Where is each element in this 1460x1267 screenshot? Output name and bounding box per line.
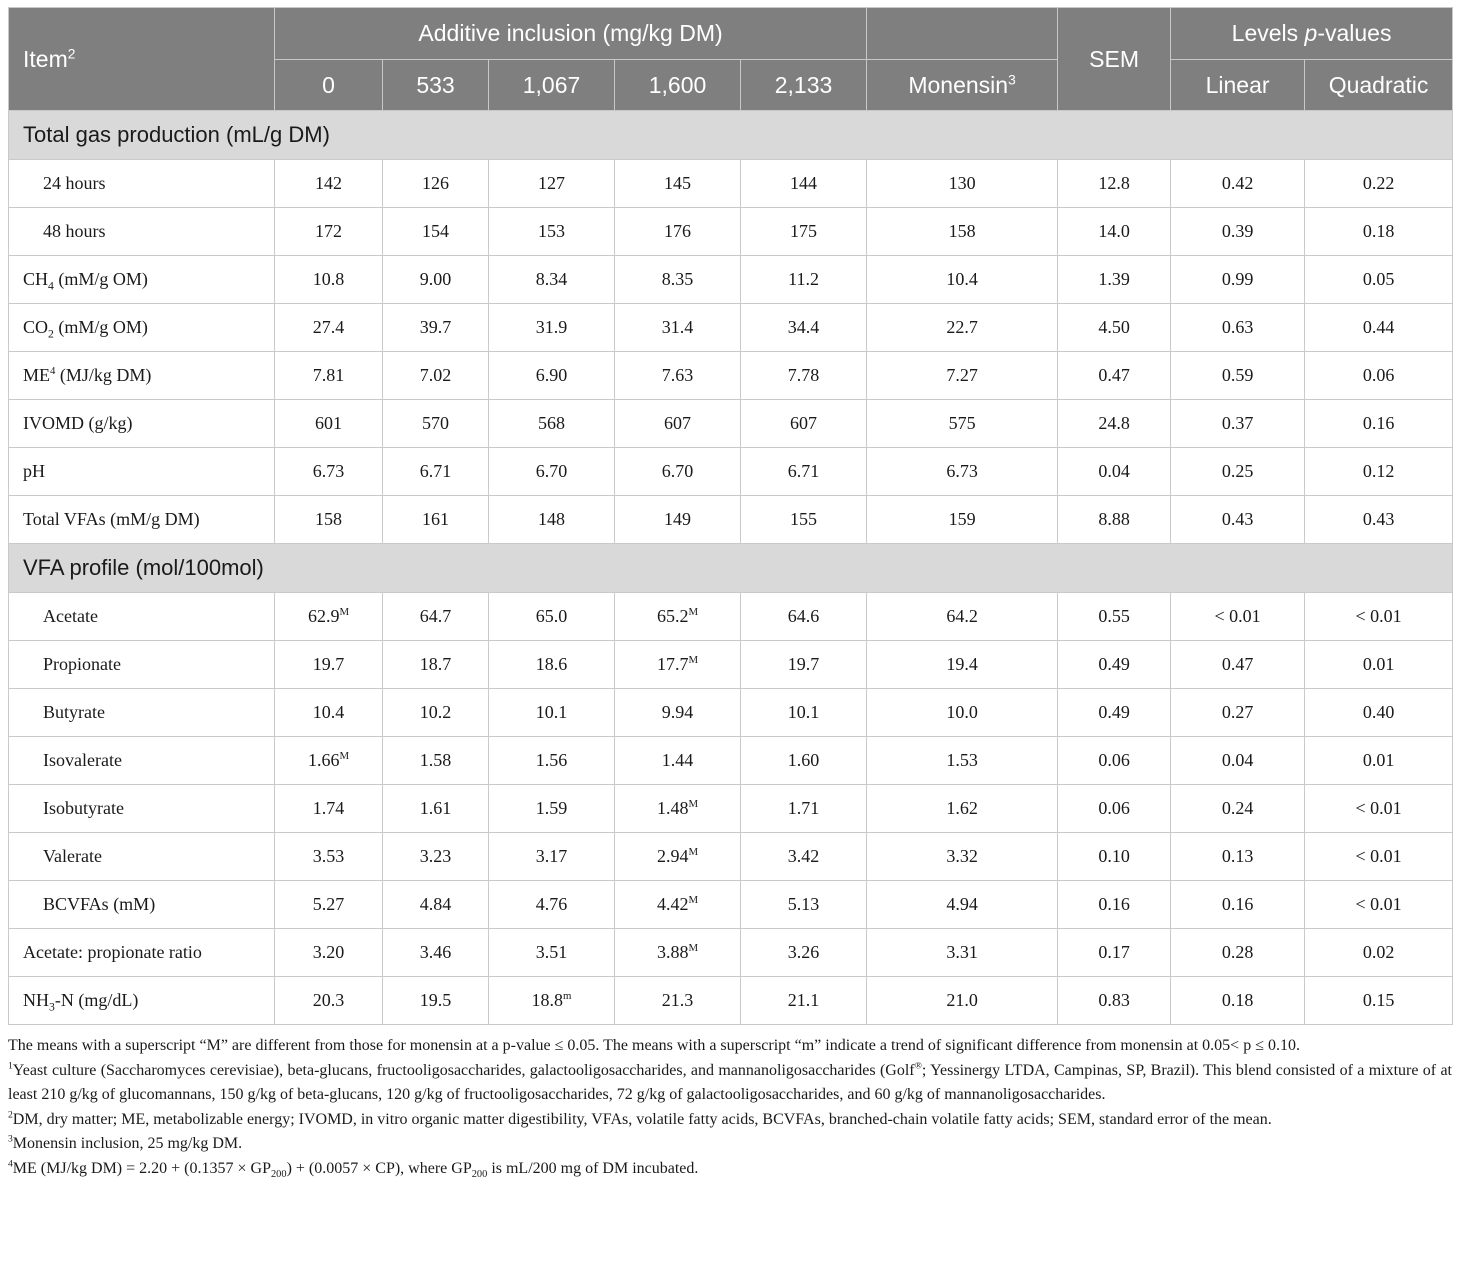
table-cell: 10.0 bbox=[867, 689, 1058, 737]
table-cell: 65.0 bbox=[489, 593, 615, 641]
table-row bbox=[9, 160, 1453, 208]
table-cell: 0.06 bbox=[1058, 785, 1171, 833]
table-cell: 0.44 bbox=[1305, 304, 1453, 352]
table-row bbox=[9, 833, 1453, 881]
table-cell: 575 bbox=[867, 400, 1058, 448]
table-cell: 6.71 bbox=[383, 448, 489, 496]
row-label: Butyrate bbox=[9, 689, 275, 737]
header-level-1067: 1,067 bbox=[489, 60, 615, 111]
table-cell: 0.24 bbox=[1171, 785, 1305, 833]
table-cell: 64.2 bbox=[867, 593, 1058, 641]
header-level-1600: 1,600 bbox=[615, 60, 741, 111]
table-cell: 149 bbox=[615, 496, 741, 544]
table-cell: 21.3 bbox=[615, 977, 741, 1025]
table-cell: 1.56 bbox=[489, 737, 615, 785]
row-label: pH bbox=[9, 448, 275, 496]
table-cell: 145 bbox=[615, 160, 741, 208]
table-cell: < 0.01 bbox=[1305, 881, 1453, 929]
table-cell: 568 bbox=[489, 400, 615, 448]
table-cell: 64.6 bbox=[741, 593, 867, 641]
table-cell: 0.55 bbox=[1058, 593, 1171, 641]
table-cell: < 0.01 bbox=[1171, 593, 1305, 641]
table-cell: 172 bbox=[275, 208, 383, 256]
table-cell: $1.48^M$ bbox=[615, 785, 741, 833]
table-cell: 5.27 bbox=[275, 881, 383, 929]
table-row bbox=[9, 496, 1453, 544]
table-cell: 0.01 bbox=[1305, 641, 1453, 689]
table-cell: 0.18 bbox=[1171, 977, 1305, 1025]
table-cell: $4.42^M$ bbox=[615, 881, 741, 929]
table-cell: 570 bbox=[383, 400, 489, 448]
table-cell: 3.32 bbox=[867, 833, 1058, 881]
table-cell: 0.01 bbox=[1305, 737, 1453, 785]
table-cell: 3.51 bbox=[489, 929, 615, 977]
row-label: Total VFAs (mM/g DM) bbox=[9, 496, 275, 544]
table-cell: 607 bbox=[615, 400, 741, 448]
header-level-2133: 2,133 bbox=[741, 60, 867, 111]
table-cell: 0.13 bbox=[1171, 833, 1305, 881]
table-row bbox=[9, 352, 1453, 400]
table-cell: 21.1 bbox=[741, 977, 867, 1025]
table-cell: 18.8$^m$ bbox=[489, 977, 615, 1025]
table-cell: 0.49 bbox=[1058, 641, 1171, 689]
table-cell: 175 bbox=[741, 208, 867, 256]
table-cell: 7.02 bbox=[383, 352, 489, 400]
table-cell: $17.7^M$ bbox=[615, 641, 741, 689]
table-cell: 158 bbox=[867, 208, 1058, 256]
table-cell: 7.81 bbox=[275, 352, 383, 400]
header-level-533: 533 bbox=[383, 60, 489, 111]
table-cell: 0.43 bbox=[1171, 496, 1305, 544]
row-label: Acetate bbox=[9, 593, 275, 641]
section-header-gas bbox=[9, 111, 1453, 160]
footnotes bbox=[8, 1034, 1452, 1181]
table-cell: 3.26 bbox=[741, 929, 867, 977]
table-row bbox=[9, 641, 1453, 689]
header-linear: Linear bbox=[1171, 60, 1305, 111]
table-cell: 0.18 bbox=[1305, 208, 1453, 256]
table-cell: 3.42 bbox=[741, 833, 867, 881]
table-cell: 0.10 bbox=[1058, 833, 1171, 881]
table-cell: 8.34 bbox=[489, 256, 615, 304]
table-cell: < 0.01 bbox=[1305, 833, 1453, 881]
table-cell: 6.70 bbox=[615, 448, 741, 496]
header-monensin-top bbox=[867, 8, 1058, 60]
table-cell: 6.73 bbox=[867, 448, 1058, 496]
row-label: Isobutyrate bbox=[9, 785, 275, 833]
row-label: 48 hours bbox=[9, 208, 275, 256]
table-row bbox=[9, 304, 1453, 352]
table-cell: 20.3 bbox=[275, 977, 383, 1025]
table-cell: 0.04 bbox=[1058, 448, 1171, 496]
table-cell: 7.63 bbox=[615, 352, 741, 400]
header-quadratic: Quadratic bbox=[1305, 60, 1453, 111]
table-cell: 7.78 bbox=[741, 352, 867, 400]
table-cell: 3.23 bbox=[383, 833, 489, 881]
table-cell: 0.28 bbox=[1171, 929, 1305, 977]
table-cell: $1.66^M$ bbox=[275, 737, 383, 785]
table-cell: 10.1 bbox=[741, 689, 867, 737]
row-label: $ME^4$ (MJ/kg DM) bbox=[9, 352, 275, 400]
table-cell: 5.13 bbox=[741, 881, 867, 929]
table-row bbox=[9, 448, 1453, 496]
table-cell: 10.4 bbox=[867, 256, 1058, 304]
table-cell: 18.6 bbox=[489, 641, 615, 689]
table-cell: 7.27 bbox=[867, 352, 1058, 400]
table-cell: 31.4 bbox=[615, 304, 741, 352]
table-cell: 1.60 bbox=[741, 737, 867, 785]
table-row bbox=[9, 689, 1453, 737]
row-label: Propionate bbox=[9, 641, 275, 689]
row-label: $CH_4$ (mM/g OM) bbox=[9, 256, 275, 304]
table-cell: 31.9 bbox=[489, 304, 615, 352]
table-cell: 0.06 bbox=[1305, 352, 1453, 400]
table-cell: 12.8 bbox=[1058, 160, 1171, 208]
row-label: $CO_2$ (mM/g OM) bbox=[9, 304, 275, 352]
table-row bbox=[9, 208, 1453, 256]
table-cell: 159 bbox=[867, 496, 1058, 544]
section-title: Total gas production (mL/g DM) bbox=[9, 111, 1453, 160]
table-cell: 1.61 bbox=[383, 785, 489, 833]
table-cell: 0.83 bbox=[1058, 977, 1171, 1025]
table-cell: 4.94 bbox=[867, 881, 1058, 929]
row-label: 24 hours bbox=[9, 160, 275, 208]
table-cell: 0.99 bbox=[1171, 256, 1305, 304]
table-cell: 9.00 bbox=[383, 256, 489, 304]
row-label: Acetate: propionate ratio bbox=[9, 929, 275, 977]
table-row bbox=[9, 881, 1453, 929]
table-cell: 0.16 bbox=[1171, 881, 1305, 929]
table-cell: 6.73 bbox=[275, 448, 383, 496]
table-cell: 0.49 bbox=[1058, 689, 1171, 737]
table-cell: 6.70 bbox=[489, 448, 615, 496]
table-cell: 1.39 bbox=[1058, 256, 1171, 304]
table-cell: 64.7 bbox=[383, 593, 489, 641]
table-cell: 154 bbox=[383, 208, 489, 256]
row-label: BCVFAs (mM) bbox=[9, 881, 275, 929]
table-cell: 0.02 bbox=[1305, 929, 1453, 977]
table-cell: 1.71 bbox=[741, 785, 867, 833]
table-cell: 0.16 bbox=[1305, 400, 1453, 448]
table-cell: 4.76 bbox=[489, 881, 615, 929]
table-cell: 21.0 bbox=[867, 977, 1058, 1025]
table-cell: 127 bbox=[489, 160, 615, 208]
table-cell: 0.15 bbox=[1305, 977, 1453, 1025]
section-title: VFA profile (mol/100mol) bbox=[9, 544, 1453, 593]
table-row bbox=[9, 785, 1453, 833]
table-row bbox=[9, 737, 1453, 785]
table-cell: 144 bbox=[741, 160, 867, 208]
table-cell: < 0.01 bbox=[1305, 593, 1453, 641]
table-row bbox=[9, 256, 1453, 304]
table-cell: 34.4 bbox=[741, 304, 867, 352]
table-cell: 0.06 bbox=[1058, 737, 1171, 785]
table-cell: 10.4 bbox=[275, 689, 383, 737]
table-cell: 19.4 bbox=[867, 641, 1058, 689]
footnote-2: $^2$DM, dry matter; ME, metabolizable energy; IVOMD, in vitro organic matter digestibility, VFAs, volatile fatty acids, BCVFAs, branched-chain volatile fatty acids; SEM, standard error of the mean. bbox=[8, 1109, 1272, 1128]
table-cell: 0.37 bbox=[1171, 400, 1305, 448]
table-cell: 6.90 bbox=[489, 352, 615, 400]
table-cell: $65.2^M$ bbox=[615, 593, 741, 641]
row-label: Isovalerate bbox=[9, 737, 275, 785]
section-header-vfa bbox=[9, 544, 1453, 593]
table-cell: 161 bbox=[383, 496, 489, 544]
footnote-1: $^1$Yeast culture (Saccharomyces cerevisiae), beta-glucans, fructooligosaccharides, galactooligosaccharides, and mannanoligosaccharides (Golf®; Yessinergy LTDA, Campinas, SP, Brazil). This blend consisted of a mixture of at least 210 g/kg of glucomannans, 150 g/kg of beta-glucans, 120 g/kg of fructooligosaccharides, 72 g/kg of galactooligosaccharides, and 60 g/kg of mannanoligosaccharides. bbox=[8, 1060, 1452, 1103]
table-cell: 148 bbox=[489, 496, 615, 544]
table-cell: 601 bbox=[275, 400, 383, 448]
table-header bbox=[9, 8, 1453, 111]
table-row bbox=[9, 929, 1453, 977]
table-row bbox=[9, 593, 1453, 641]
table-cell: 176 bbox=[615, 208, 741, 256]
table-cell: 22.7 bbox=[867, 304, 1058, 352]
row-label: IVOMD (g/kg) bbox=[9, 400, 275, 448]
header-sem: SEM bbox=[1058, 8, 1171, 111]
table-cell: $3.88^M$ bbox=[615, 929, 741, 977]
table-cell: 0.12 bbox=[1305, 448, 1453, 496]
table-cell: 19.7 bbox=[275, 641, 383, 689]
table-cell: 0.25 bbox=[1171, 448, 1305, 496]
table-cell: 155 bbox=[741, 496, 867, 544]
header-pvalues: Levels p-values bbox=[1171, 8, 1453, 60]
table-cell: 0.22 bbox=[1305, 160, 1453, 208]
table-cell: 0.04 bbox=[1171, 737, 1305, 785]
table-cell: 1.53 bbox=[867, 737, 1058, 785]
row-label: Valerate bbox=[9, 833, 275, 881]
table-cell: 1.58 bbox=[383, 737, 489, 785]
table-cell: 153 bbox=[489, 208, 615, 256]
table-cell: 6.71 bbox=[741, 448, 867, 496]
table-cell: 158 bbox=[275, 496, 383, 544]
header-level-0: 0 bbox=[275, 60, 383, 111]
table-cell: 0.43 bbox=[1305, 496, 1453, 544]
table-row bbox=[9, 977, 1453, 1025]
footnote-4: $^4$ME (MJ/kg $DM) = 2.20 + (0.1357 \times GP_{200}) + (0.0057 \times CP)$, where $GP_{200}$ is mL/200 mg of DM incubated. bbox=[8, 1158, 699, 1180]
table-cell: 10.8 bbox=[275, 256, 383, 304]
table-cell: 130 bbox=[867, 160, 1058, 208]
table-cell: 39.7 bbox=[383, 304, 489, 352]
table-cell: 19.5 bbox=[383, 977, 489, 1025]
table-cell: 27.4 bbox=[275, 304, 383, 352]
table-cell: 0.05 bbox=[1305, 256, 1453, 304]
table-cell: 3.46 bbox=[383, 929, 489, 977]
table-cell: 10.1 bbox=[489, 689, 615, 737]
row-label: $NH_3-N$ (mg/dL) bbox=[9, 977, 275, 1025]
table-cell: 3.20 bbox=[275, 929, 383, 977]
table-cell: 18.7 bbox=[383, 641, 489, 689]
table-cell: 11.2 bbox=[741, 256, 867, 304]
header-additive-group: Additive inclusion (mg/kg DM) bbox=[275, 8, 867, 60]
table-cell: 4.50 bbox=[1058, 304, 1171, 352]
table-body bbox=[9, 111, 1453, 1025]
table-cell: 0.47 bbox=[1058, 352, 1171, 400]
table-cell: 8.35 bbox=[615, 256, 741, 304]
table-cell: $62.9^M$ bbox=[275, 593, 383, 641]
table-cell: 19.7 bbox=[741, 641, 867, 689]
table-cell: 0.16 bbox=[1058, 881, 1171, 929]
table-cell: 1.62 bbox=[867, 785, 1058, 833]
table-row bbox=[9, 400, 1453, 448]
data-table bbox=[8, 7, 1453, 1025]
table-cell: 0.17 bbox=[1058, 929, 1171, 977]
table-cell: 142 bbox=[275, 160, 383, 208]
table-cell: 1.74 bbox=[275, 785, 383, 833]
table-cell: 3.31 bbox=[867, 929, 1058, 977]
table-cell: 607 bbox=[741, 400, 867, 448]
table-cell: 3.53 bbox=[275, 833, 383, 881]
header-item: Item$^2$ bbox=[9, 8, 275, 111]
table-cell: 0.42 bbox=[1171, 160, 1305, 208]
table-cell: 0.27 bbox=[1171, 689, 1305, 737]
table-cell: 9.94 bbox=[615, 689, 741, 737]
table-cell: 1.44 bbox=[615, 737, 741, 785]
table-cell: 0.47 bbox=[1171, 641, 1305, 689]
table-cell: 0.40 bbox=[1305, 689, 1453, 737]
table-cell: 14.0 bbox=[1058, 208, 1171, 256]
header-monensin: Monensin$^3$ bbox=[867, 60, 1058, 111]
table-cell: 4.84 bbox=[383, 881, 489, 929]
footnote-general: The means with a superscript “M” are different from those for monensin at a p-value ≤ 0.05. The means with a superscript “m” indicate a trend of significant difference from monensin at 0.05< p ≤ 0.10. bbox=[8, 1037, 1300, 1054]
table-cell: 1.59 bbox=[489, 785, 615, 833]
table-cell: 24.8 bbox=[1058, 400, 1171, 448]
table-cell: $2.94^M$ bbox=[615, 833, 741, 881]
footnote-3: $^3$Monensin inclusion, 25 mg/kg DM. bbox=[8, 1133, 243, 1152]
table-cell: 0.39 bbox=[1171, 208, 1305, 256]
table-cell: 0.59 bbox=[1171, 352, 1305, 400]
table-cell: 0.63 bbox=[1171, 304, 1305, 352]
table-cell: 8.88 bbox=[1058, 496, 1171, 544]
table-cell: 126 bbox=[383, 160, 489, 208]
table-cell: 3.17 bbox=[489, 833, 615, 881]
table-cell: < 0.01 bbox=[1305, 785, 1453, 833]
table-cell: 10.2 bbox=[383, 689, 489, 737]
